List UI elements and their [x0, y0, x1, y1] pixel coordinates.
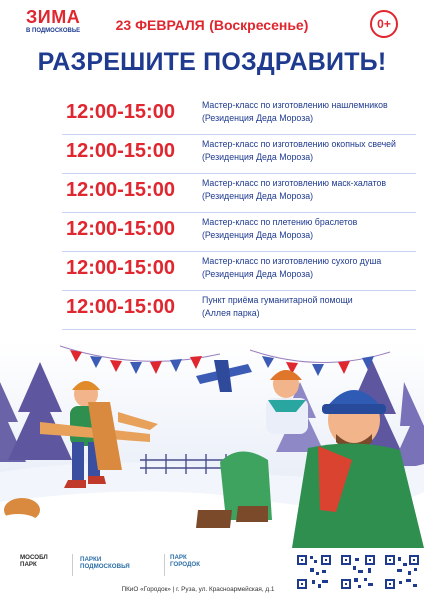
- schedule-row: [62, 291, 416, 330]
- divider: [72, 554, 73, 576]
- schedule-row: [62, 174, 416, 213]
- mosoblpark-logo: [20, 554, 66, 568]
- schedule-time: 12:00-15:00: [66, 296, 175, 318]
- activity-title: Мастер-класс по изготовлению сухого душа: [202, 256, 382, 266]
- logo-text: ГОРОДОК: [170, 561, 201, 568]
- qr-code-icon[interactable]: [384, 554, 420, 590]
- venue-address: ПКиО «Городок» | г. Руза, ул. Красноармейская, д.1: [121, 586, 275, 593]
- activity-title: Мастер-класс по плетению браслетов: [202, 217, 358, 227]
- schedule-time: 12:00-15:00: [66, 179, 175, 201]
- header: [0, 0, 424, 44]
- date-text: 23 ФЕВРАЛЯ: [115, 17, 205, 33]
- activity-location: (Резиденция Деда Мороза): [202, 112, 314, 123]
- schedule-row: [62, 252, 416, 291]
- park-gorodok-logo: [170, 554, 230, 568]
- schedule-row: [62, 135, 416, 174]
- schedule-time: 12:00-15:00: [66, 101, 175, 123]
- logo-main-text: ЗИМА: [26, 7, 81, 27]
- activity-location: (Резиденция Деда Мороза): [202, 268, 314, 279]
- activity-location: (Резиденция Деда Мороза): [202, 229, 314, 240]
- activity-location: (Резиденция Деда Мороза): [202, 190, 314, 201]
- activity-title: Мастер-класс по изготовлению нашлемников: [202, 100, 388, 110]
- age-rating-badge: 0+: [370, 10, 398, 38]
- activity-location: (Аллея парка): [202, 307, 260, 318]
- logo-text: МОСОБЛ: [20, 554, 48, 561]
- qr-code-icon[interactable]: [296, 554, 332, 590]
- schedule-row: [62, 96, 416, 135]
- divider: [164, 554, 165, 576]
- logo-text: ПАРК: [20, 561, 37, 568]
- weekday-text: (Воскресенье): [209, 17, 309, 33]
- winter-illustration: [0, 342, 424, 548]
- activity-location: (Резиденция Деда Мороза): [202, 151, 314, 162]
- activity-title: Пункт приёма гуманитарной помощи: [202, 295, 353, 305]
- schedule-time: 12:00-15:00: [66, 257, 175, 279]
- logo-sub-text: В ПОДМОСКОВЬЕ: [26, 28, 81, 34]
- schedule-time: 12:00-15:00: [66, 218, 175, 240]
- schedule-time: 12:00-15:00: [66, 140, 175, 162]
- footer: [0, 548, 424, 600]
- event-date: [0, 17, 424, 35]
- schedule-description: [202, 216, 416, 241]
- schedule-list: [62, 96, 416, 330]
- logo-text: ПАРК: [170, 554, 187, 561]
- logo-text: ПАРКИ: [80, 556, 102, 563]
- qr-code-icon[interactable]: [340, 554, 376, 590]
- activity-title: Мастер-класс по изготовлению окопных свечей: [202, 139, 396, 149]
- schedule-description: [202, 99, 416, 124]
- schedule-description: [202, 177, 416, 202]
- parks-podmoskovya-logo: [80, 556, 158, 570]
- activity-title: Мастер-класс по изготовлению маск-халатов: [202, 178, 387, 188]
- schedule-description: [202, 294, 416, 319]
- schedule-description: [202, 138, 416, 163]
- logo-text: ПОДМОСКОВЬЯ: [80, 563, 130, 570]
- page-title: РАЗРЕШИТЕ ПОЗДРАВИТЬ!: [37, 48, 387, 76]
- schedule-row: [62, 213, 416, 252]
- schedule-description: [202, 255, 416, 280]
